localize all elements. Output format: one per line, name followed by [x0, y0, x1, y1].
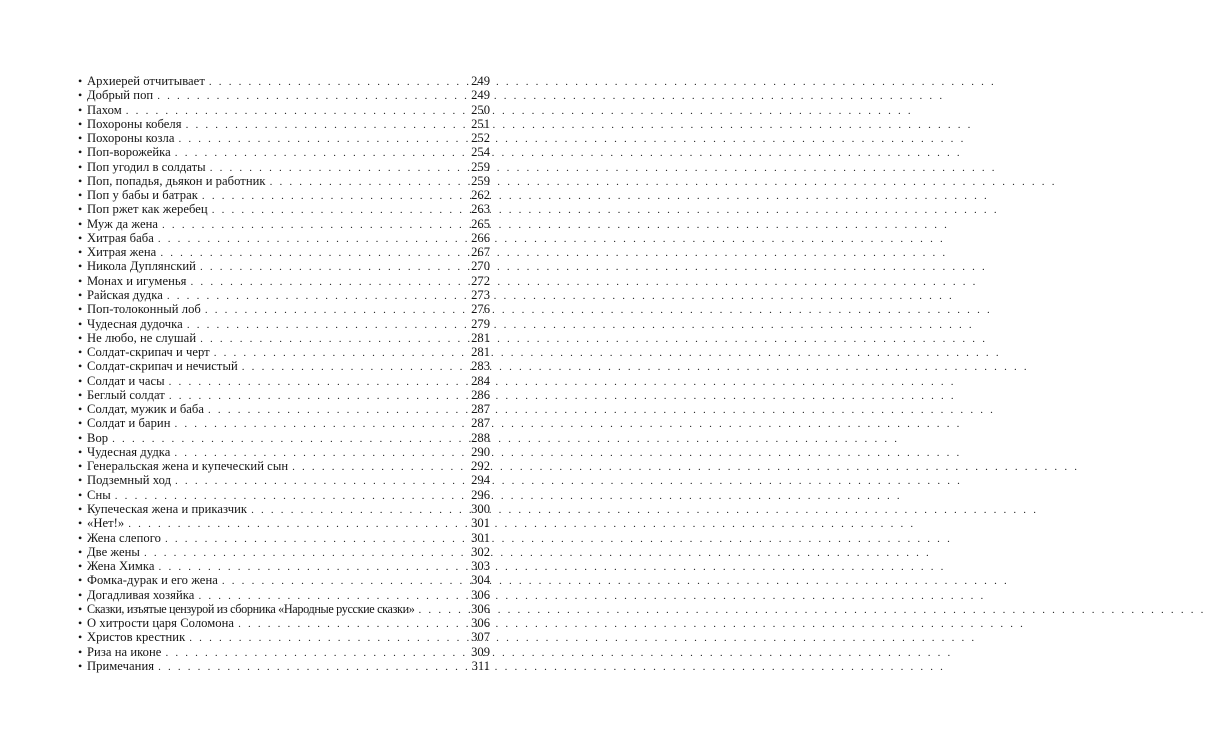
toc-entry-page: 287 [471, 416, 490, 431]
toc-entry-page: 302 [471, 544, 490, 559]
bullet-icon: • [78, 145, 83, 160]
toc-entry-page: 283 [471, 359, 490, 374]
dot-leader [144, 546, 462, 560]
toc-entry-title: Хитрая баба [87, 230, 154, 245]
toc-entry-title: Солдат-скрипач и черт [87, 345, 210, 360]
toc-entry-page: 281 [471, 330, 490, 345]
toc-entry-title: Чудесная дудка [87, 444, 171, 459]
toc-entry [78, 416, 490, 430]
toc-entry [78, 502, 490, 516]
bullet-icon: • [78, 116, 83, 131]
toc-entry-page: 300 [471, 501, 490, 516]
toc-entry [78, 359, 490, 373]
toc-entry-page: 276 [471, 302, 490, 317]
bullet-icon: • [78, 216, 83, 231]
bullet-icon: • [78, 416, 83, 431]
dot-leader [214, 346, 462, 360]
dot-leader [200, 332, 462, 346]
bullet-icon: • [78, 173, 83, 188]
toc-entry [78, 616, 490, 630]
book-page [0, 0, 600, 750]
toc-entry [78, 645, 490, 659]
toc-entry [78, 531, 490, 545]
toc-entry-page: 307 [471, 630, 490, 645]
table-of-contents [78, 74, 490, 673]
toc-entry [78, 588, 490, 602]
toc-entry [78, 545, 490, 559]
dot-leader [167, 289, 462, 303]
bullet-icon: • [78, 516, 83, 531]
toc-entry-title: Сны [87, 487, 111, 502]
dot-leader [222, 574, 462, 588]
toc-entry-page: 272 [471, 273, 490, 288]
dot-leader [160, 246, 462, 260]
toc-entry-title: Солдат-скрипач и нечистый [87, 359, 238, 374]
toc-entry-page: 286 [471, 387, 490, 402]
bullet-icon: • [78, 230, 83, 245]
toc-entry-title: Фомка-дурак и его жена [87, 573, 218, 588]
toc-entry [78, 131, 490, 145]
toc-entry-page: 301 [471, 516, 490, 531]
toc-entry-title: Поп ржет как жеребец [87, 202, 208, 217]
bullet-icon: • [78, 373, 83, 388]
toc-entry [78, 317, 490, 331]
toc-entry-title: Беглый солдат [87, 387, 165, 402]
toc-entry-page: 290 [471, 444, 490, 459]
toc-entry-page: 251 [471, 116, 490, 131]
toc-entry-page: 309 [471, 644, 490, 659]
toc-entry-page: 306 [471, 601, 490, 616]
toc-entry-title: Похороны козла [87, 131, 175, 146]
bullet-icon: • [78, 616, 83, 631]
dot-leader [158, 232, 462, 246]
toc-entry-title: Поп-ворожейка [87, 145, 171, 160]
bullet-icon: • [78, 444, 83, 459]
toc-entry-page: 267 [471, 245, 490, 260]
bullet-icon: • [78, 302, 83, 317]
toc-entry-page: 284 [471, 373, 490, 388]
toc-entry [78, 245, 490, 259]
toc-entry-page: 259 [471, 159, 490, 174]
bullet-icon: • [78, 601, 83, 616]
dot-leader [162, 218, 462, 232]
bullet-icon: • [78, 159, 83, 174]
toc-entry-title: Солдат, мужик и баба [87, 402, 205, 417]
bullet-icon: • [78, 345, 83, 360]
dot-leader [419, 603, 462, 617]
toc-entry-title: Монах и игуменья [87, 273, 187, 288]
dot-leader [212, 203, 462, 217]
bullet-icon: • [78, 487, 83, 502]
toc-entry [78, 473, 490, 487]
toc-entry [78, 145, 490, 159]
dot-leader [205, 303, 462, 317]
toc-entry [78, 288, 490, 302]
dot-leader [208, 403, 462, 417]
dot-leader [169, 389, 462, 403]
bullet-icon: • [78, 330, 83, 345]
toc-entry-title: Райская дудка [87, 287, 163, 302]
toc-entry-title: Генеральская жена и купеческий сын [87, 459, 289, 474]
toc-entry-page: 304 [471, 573, 490, 588]
toc-entry-page: 306 [471, 616, 490, 631]
bullet-icon: • [78, 273, 83, 288]
toc-entry-page: 265 [471, 216, 490, 231]
toc-entry-page: 262 [471, 188, 490, 203]
toc-entry-page: 249 [471, 74, 490, 88]
dot-leader [175, 146, 462, 160]
toc-entry-page: 303 [471, 559, 490, 574]
toc-entry-title: Жена Химка [87, 559, 155, 574]
toc-entry-page: 301 [471, 530, 490, 545]
dot-leader [270, 175, 462, 189]
toc-entry-title: Две жены [87, 544, 140, 559]
bullet-icon: • [78, 644, 83, 659]
toc-entry [78, 88, 490, 102]
dot-leader [198, 589, 462, 603]
dot-leader [209, 75, 462, 89]
toc-entry [78, 445, 490, 459]
toc-entry [78, 630, 490, 644]
toc-entry-title: Чудесная дудочка [87, 316, 183, 331]
dot-leader [202, 189, 462, 203]
toc-entry [78, 459, 490, 473]
bullet-icon: • [78, 473, 83, 488]
bullet-icon: • [78, 287, 83, 302]
bullet-icon: • [78, 259, 83, 274]
bullet-icon: • [78, 587, 83, 602]
dot-leader [112, 432, 462, 446]
bullet-icon: • [78, 88, 83, 103]
toc-entry-page: 288 [471, 430, 490, 445]
toc-entry-title: Жена слепого [87, 530, 161, 545]
toc-entry [78, 160, 490, 174]
toc-entry-page: 273 [471, 287, 490, 302]
dot-leader [238, 617, 462, 631]
bullet-icon: • [78, 501, 83, 516]
dot-leader [187, 318, 462, 332]
toc-entry [78, 103, 490, 117]
bullet-icon: • [78, 573, 83, 588]
toc-entry [78, 174, 490, 188]
bullet-icon: • [78, 402, 83, 417]
dot-leader [174, 446, 462, 460]
bullet-icon: • [78, 630, 83, 645]
toc-entry-title: Риза на иконе [87, 644, 162, 659]
toc-entry [78, 345, 490, 359]
toc-entry-page: 263 [471, 202, 490, 217]
toc-entry [78, 74, 490, 88]
toc-entry-title: Догадливая хозяйка [87, 587, 195, 602]
bullet-icon: • [78, 74, 83, 88]
toc-entry-page: 281 [471, 345, 490, 360]
toc-entry-title: Никола Дуплянский [87, 259, 196, 274]
dot-leader [165, 646, 462, 660]
toc-entry-page: 250 [471, 102, 490, 117]
dot-leader [169, 375, 462, 389]
toc-entry [78, 202, 490, 216]
dot-leader [175, 474, 462, 488]
dot-leader [191, 275, 462, 289]
dot-leader [242, 360, 462, 374]
bullet-icon: • [78, 188, 83, 203]
toc-entry [78, 331, 490, 345]
toc-entry-title: Архиерей отчитывает [87, 74, 205, 88]
toc-entry-page: 287 [471, 402, 490, 417]
toc-entry-title: Хитрая жена [87, 245, 157, 260]
toc-entry-page: 306 [471, 587, 490, 602]
toc-entry-page: 294 [471, 473, 490, 488]
bullet-icon: • [78, 559, 83, 574]
bullet-icon: • [78, 102, 83, 117]
toc-entry-title: «Нет!» [87, 516, 125, 531]
toc-entry-page: 249 [471, 88, 490, 103]
bullet-icon: • [78, 202, 83, 217]
toc-entry [78, 217, 490, 231]
toc-entry [78, 559, 490, 573]
toc-entry-page: 311 [471, 658, 490, 673]
dot-leader [126, 104, 462, 118]
dot-leader [189, 631, 462, 645]
toc-entry-page: 279 [471, 316, 490, 331]
toc-entry-page: 292 [471, 459, 490, 474]
dot-leader [128, 517, 462, 531]
toc-entry-page: 296 [471, 487, 490, 502]
toc-entry-title: Добрый поп [87, 88, 154, 103]
dot-leader [158, 660, 462, 674]
toc-entry-title: Пахом [87, 102, 122, 117]
toc-entry [78, 431, 490, 445]
toc-entry-page: 270 [471, 259, 490, 274]
toc-entry [78, 516, 490, 530]
toc-entry-page: 259 [471, 173, 490, 188]
toc-entry-page: 266 [471, 230, 490, 245]
toc-entry-page: 254 [471, 145, 490, 160]
dot-leader [115, 489, 462, 503]
toc-entry-title: Солдат и часы [87, 373, 165, 388]
dot-leader [292, 460, 462, 474]
dot-leader [186, 118, 462, 132]
bullet-icon: • [78, 131, 83, 146]
toc-entry-title: Не любо, не слушай [87, 330, 197, 345]
toc-entry [78, 117, 490, 131]
bullet-icon: • [78, 459, 83, 474]
bullet-icon: • [78, 387, 83, 402]
toc-entry [78, 402, 490, 416]
toc-entry-title: Сказки, изъятые цензурой из сборника «Народные русские сказки» [87, 601, 415, 616]
toc-entry-title: Подземный ход [87, 473, 172, 488]
toc-entry-title: Поп, попадья, дьякон и работник [87, 173, 266, 188]
toc-entry-title: Солдат и барин [87, 416, 171, 431]
bullet-icon: • [78, 245, 83, 260]
toc-entry [78, 188, 490, 202]
bullet-icon: • [78, 544, 83, 559]
toc-entry-title: Примечания [87, 658, 155, 673]
dot-leader [200, 260, 462, 274]
toc-entry-title: О хитрости царя Соломона [87, 616, 235, 631]
toc-entry-page: 252 [471, 131, 490, 146]
dot-leader [159, 560, 462, 574]
toc-entry [78, 573, 490, 587]
toc-entry [78, 302, 490, 316]
bullet-icon: • [78, 658, 83, 673]
toc-entry [78, 488, 490, 502]
toc-entry-title: Вор [87, 430, 109, 445]
toc-entry-title: Похороны кобеля [87, 116, 182, 131]
bullet-icon: • [78, 530, 83, 545]
dot-leader [165, 532, 462, 546]
toc-entry-title: Поп у бабы и батрак [87, 188, 198, 203]
dot-leader [157, 89, 462, 103]
dot-leader [175, 417, 463, 431]
toc-entry-title: Поп-толоконный лоб [87, 302, 201, 317]
dot-leader [210, 161, 462, 175]
dot-leader [178, 132, 462, 146]
bullet-icon: • [78, 316, 83, 331]
toc-entry [78, 259, 490, 273]
toc-entry [78, 274, 490, 288]
toc-entry [78, 602, 490, 616]
toc-entry [78, 659, 490, 673]
toc-entry-title: Купеческая жена и приказчик [87, 501, 248, 516]
dot-leader [251, 503, 462, 517]
toc-entry [78, 374, 490, 388]
bullet-icon: • [78, 359, 83, 374]
toc-entry-title: Муж да жена [87, 216, 159, 231]
toc-entry [78, 388, 490, 402]
toc-entry-title: Христов крестник [87, 630, 186, 645]
toc-entry [78, 231, 490, 245]
toc-entry-title: Поп угодил в солдаты [87, 159, 206, 174]
bullet-icon: • [78, 430, 83, 445]
